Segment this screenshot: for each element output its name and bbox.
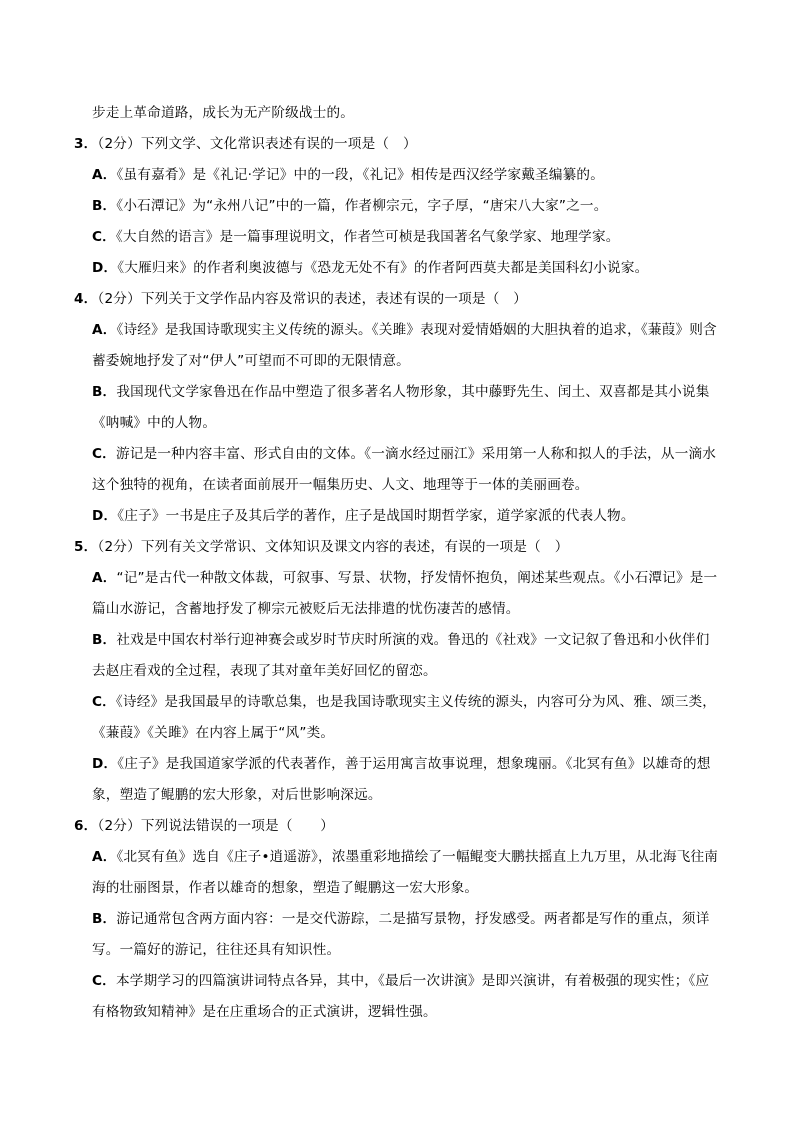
option-label: A． [92,322,117,338]
question-list [74,101,734,1031]
option-text: 这个独特的视角，在读者面前展开一幅集历史、人文、地理等于一体的美丽画卷。 [92,477,589,493]
question-stem [74,287,734,318]
option-line [74,752,734,783]
option-label: D． [92,260,118,276]
option-text: 有格物致知精神》是在庄重场合的正式演讲，逻辑性强。 [92,1004,437,1020]
option-line [74,411,734,442]
option-text: 《庄子》一书是庄子及其后学的著作，庄子是战国时期哲学家，道学家派的代表人物。 [117,508,635,524]
option-text: 《庄子》是我国道家学派的代表著作，善于运用寓言故事说理，想象瑰丽。《北冥有鱼》以雄奇的想 [117,756,711,772]
option-label: A． [92,570,117,586]
option-line [74,318,734,349]
option-line [74,442,734,473]
option-label: C． [92,229,116,245]
option-text: 社戏是中国农村举行迎神赛会或岁时节庆时所演的戏。鲁迅的《社戏》一文记叙了鲁迅和小伙伴们 [116,632,710,648]
option-line [74,1000,734,1031]
option-label: C． [92,446,116,462]
option-line [74,659,734,690]
option-line [74,721,734,752]
option-line [74,876,734,907]
option-text: 写。一篇好的游记，往往还具有知识性。 [92,942,341,958]
question-number: 3． [74,136,98,152]
option-text: 《蒹葭》《关雎》在内容上属于“风”类。 [92,725,335,741]
question-text: （2分）下列关于文学作品内容及常识的表述，表述有误的一项是（ ） [97,291,528,307]
question-block [74,535,734,814]
question-text: （2分）下列文学、文化常识表述有误的一项是（ ） [97,136,417,152]
question-number: 5． [74,539,98,555]
option-line [74,907,734,938]
option-label: C． [92,694,116,710]
option-text: 《诗经》是我国诗歌现实主义传统的源头。《关雎》表现对爱情婚姻的大胆执着的追求，《蒹葭》则含 [116,322,717,338]
question-text: （2分）下列有关文学常识、文体知识及课文内容的表述，有误的一项是（ ） [97,539,569,555]
option-text: 象，塑造了鲲鹏的宏大形象，对后世影响深远。 [92,787,382,803]
option-label: C． [92,973,116,989]
option-text: 《虽有嘉肴》是《礼记·学记》中的一段，《礼记》相传是西汉经学家戴圣编纂的。 [116,167,605,183]
option-text: 《大雁归来》的作者利奥波德与《恐龙无处不有》的作者阿西莫夫都是美国科幻小说家。 [117,260,649,276]
option-line [74,225,734,256]
option-line [74,938,734,969]
option-label: B． [92,632,117,648]
option-text: 《大自然的语言》是一篇事理说明文，作者竺可桢是我国著名气象学家、地理学家。 [115,229,620,245]
question-text: （2分）下列说法错误的一项是（ ） [97,818,334,834]
question-stem [74,814,734,845]
option-text: 本学期学习的四篇演讲词特点各异，其中，《最后一次讲演》是即兴演讲，有着极强的现实性；《应 [115,973,710,989]
option-line [74,783,734,814]
option-label: A． [92,167,117,183]
option-line [74,194,734,225]
question-number: 4． [74,291,98,307]
option-label: D． [92,508,118,524]
question-block [74,287,734,535]
option-text: “记”是古代一种散文体裁，可叙事、写景、状物，抒发情怀抱负，阐述某些观点。《小石潭记》是一 [116,570,718,586]
option-text: 去赵庄看戏的全过程，表现了其对童年美好回忆的留恋。 [92,663,437,679]
option-text: 《呐喊》中的人物。 [92,415,217,431]
option-text: 游记通常包含两方面内容：一是交代游踪，二是描写景物，抒发感受。两者都是写作的重点，须详 [116,911,710,927]
option-label: B． [92,198,117,214]
option-text: 《诗经》是我国最早的诗歌总集，也是我国诗歌现实主义传统的源头，内容可分为风、雅、颂三类， [115,694,717,710]
option-line [74,473,734,504]
question-block [74,132,734,287]
option-label: B． [92,911,117,927]
option-line [74,597,734,628]
option-text: 《小石潭记》为“永州八记”中的一篇，作者柳宗元，字子厚，“唐宋八大家”之一。 [116,198,608,214]
option-line [74,845,734,876]
option-text: 游记是一种内容丰富、形式自由的文体。《一滴水经过丽江》采用第一人称和拟人的手法，从一滴水 [115,446,717,462]
question-number: 6． [74,818,98,834]
option-label: D． [92,756,118,772]
option-line [74,690,734,721]
option-line [74,380,734,411]
option-line [74,349,734,380]
option-line [74,163,734,194]
previous-question-tail: 步走上革命道路，成长为无产阶级战士的。 [92,105,355,121]
option-label: A． [92,849,117,865]
option-line [74,504,734,535]
option-text: 海的壮丽图景，作者以雄奇的想象，塑造了鲲鹏这一宏大形象。 [92,880,479,896]
option-label: B． [92,384,117,400]
option-text: 《北冥有鱼》选自《庄子•逍遥游》，浓墨重彩地描绘了一幅鲲变大鹏扶摇直上九万里，从北海飞往南 [116,849,719,865]
question-stem [74,132,734,163]
question-block [74,814,734,1031]
question-stem [74,535,734,566]
option-line [74,969,734,1000]
option-line [74,628,734,659]
option-line [74,566,734,597]
option-text: 我国现代文学家鲁迅在作品中塑造了很多著名人物形象，其中藤野先生、闰土、双喜都是其小说集 [116,384,710,400]
option-text: 篇山水游记，含蓄地抒发了柳宗元被贬后无法排遣的忧伤凄苦的感情。 [92,601,520,617]
option-line [74,256,734,287]
option-text: 蓄委婉地抒发了对“伊人”可望而不可即的无限情意。 [92,353,410,369]
